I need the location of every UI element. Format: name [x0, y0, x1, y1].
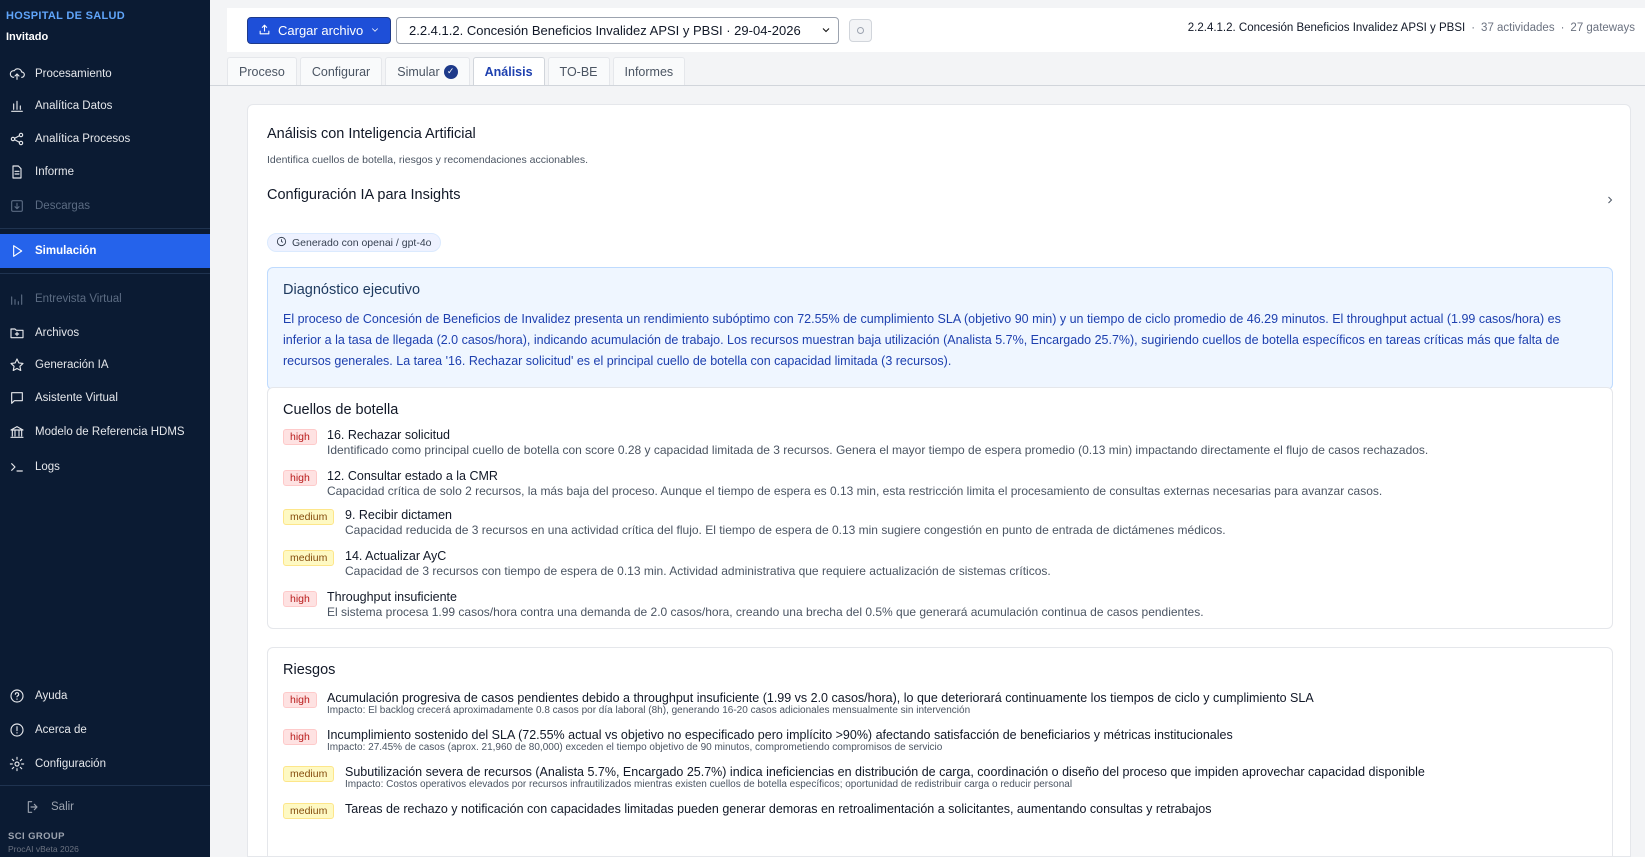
- footer-version: ProcAI vBeta 2026: [8, 844, 79, 854]
- item-title: Subutilización severa de recursos (Analista 5.7%, Encargado 25.7%) indica ineficiencias en distribución de carga, coordinación o diseño del proceso que impiden aprovechar capacidad disponible: [345, 765, 1425, 779]
- brand-name: HOSPITAL DE SALUD: [6, 10, 125, 22]
- item-body: [345, 549, 1051, 578]
- logout-icon: [25, 799, 41, 815]
- sidebar-item-label: Analítica Datos: [35, 100, 113, 112]
- bottlenecks-section: [267, 387, 1613, 629]
- sidebar-item-label: Archivos: [35, 327, 80, 339]
- activities-count: 37 actividades: [1481, 22, 1555, 34]
- sidebar-item-informe[interactable]: [0, 155, 210, 189]
- analysis-panel: [247, 104, 1631, 857]
- tab-label: Informes: [624, 64, 674, 79]
- chat-icon: [9, 390, 25, 406]
- circle-icon: [857, 27, 864, 34]
- item-body: [345, 765, 1425, 790]
- item-description: Capacidad reducida de 3 recursos en una actividad crítica del flujo. El tiempo de espera de 0.13 min sugiere congestión en punto de entrada de dictámenes médicos.: [345, 523, 1226, 537]
- gateways-count: 27 gateways: [1570, 22, 1635, 34]
- item-description: El sistema procesa 1.99 casos/hora contra una demanda de 2.0 casos/hora, creando una brecha del 0.5% que generará acumulación continua de casos pendientes.: [327, 605, 1204, 619]
- severity-badge: high: [283, 429, 317, 445]
- help-icon: [9, 688, 25, 704]
- generated-badge: [267, 233, 441, 252]
- divider: [0, 273, 210, 274]
- severity-badge: high: [283, 729, 317, 745]
- divider: [0, 785, 210, 786]
- item-body: [345, 802, 1211, 816]
- tab-label: Simular: [397, 64, 440, 79]
- download-icon: [9, 198, 25, 214]
- logout-label: Salir: [51, 801, 75, 813]
- sidebar-item-ayuda[interactable]: [0, 679, 210, 713]
- tab-bar: [227, 57, 685, 85]
- process-select-value: 2.2.4.1.2. Concesión Beneficios Invalidez APSI y PBSI · 29-04-2026: [409, 23, 801, 38]
- sidebar-item-label: Generación IA: [35, 359, 109, 371]
- tab-informes[interactable]: [613, 57, 686, 85]
- tab-label: Configurar: [311, 64, 371, 79]
- share-nodes-icon: [9, 131, 25, 147]
- sidebar-item-label: Acerca de: [35, 724, 87, 736]
- sidebar-item-archivos[interactable]: [0, 316, 210, 350]
- process-info: [1188, 22, 1635, 34]
- clock-icon: [276, 236, 287, 250]
- severity-badge: high: [283, 470, 317, 486]
- tab-proceso[interactable]: [227, 57, 297, 85]
- page-subtitle: Identifica cuellos de botella, riesgos y recomendaciones accionables.: [267, 154, 589, 166]
- severity-badge: high: [283, 591, 317, 607]
- tab-label: Análisis: [484, 64, 533, 79]
- upload-label: Cargar archivo: [278, 23, 364, 38]
- risks-section: [267, 647, 1613, 857]
- sidebar-item-acerca-de[interactable]: [0, 713, 210, 747]
- item-impact: Impacto: Costos operativos elevados por recursos infrautilizados mientras existen cuellos de botella específicos; oportunidad de redistribuir carga o reducir personal: [345, 779, 1073, 790]
- sidebar-item-label: Informe: [35, 166, 74, 178]
- item-title: Incumplimiento sostenido del SLA (72.55% actual vs objetivo no especificado pero implícito >90%) afectando satisfacción de beneficiarios y métricas institucionales: [327, 728, 1233, 742]
- play-icon: [9, 243, 25, 259]
- gear-icon: [9, 756, 25, 772]
- bar-chart-icon: [9, 98, 25, 114]
- sidebar-item-label: Configuración: [35, 758, 106, 770]
- diagnosis-title: Diagnóstico ejecutivo: [283, 282, 421, 298]
- process-info-name: 2.2.4.1.2. Concesión Beneficios Invalidez APSI y PBSI: [1187, 22, 1466, 34]
- tab-to-be[interactable]: [548, 57, 610, 85]
- sidebar-item-entrevista-virtual[interactable]: [0, 282, 210, 316]
- sidebar-item-analitica-datos[interactable]: [0, 89, 210, 123]
- executive-diagnosis: [267, 267, 1613, 390]
- process-select[interactable]: [396, 17, 839, 44]
- item-title: Acumulación progresiva de casos pendientes debido a throughput insuficiente (1.99 vs 2.0 casos/hora), lo que deteriorará continuamente los tiempos de ciclo y cumplimiento SLA: [327, 691, 1314, 705]
- item-body: [327, 590, 1204, 619]
- chevron-down-icon: [370, 23, 380, 38]
- bank-icon: [9, 424, 25, 440]
- separator-dot: ·: [1471, 22, 1476, 34]
- sidebar-item-modelo-referencia[interactable]: [0, 415, 210, 449]
- diagnosis-text: El proceso de Concesión de Beneficios de Invalidez presenta un rendimiento subóptimo con 72.55% de cumplimiento SLA (objetivo 90 min) y un tiempo de ciclo promedio de 46.29 minutos. El throughput actual (1.99 casos/hora) es inferior a la tasa de llegada (2.0 casos/hora), indicando acumulación de trabajo. Los recursos muestran baja utilización (Analista 5.7%, Encargado 25.7%), sugiriendo cuellos de botella específicos en tareas críticas más que falta de recursos generales. La tarea '16. Rechazar solicitud' es el principal cuello de botella con capacidad limitada (3 recursos).: [283, 312, 1561, 368]
- sidebar-item-label: Ayuda: [35, 690, 68, 702]
- ai-config-toggle[interactable]: Configuración IA para Insights: [267, 187, 461, 203]
- upload-cloud-icon: [9, 66, 25, 82]
- item-title: 9. Recibir dictamen: [345, 508, 452, 522]
- sidebar-item-label: Simulación: [35, 245, 97, 257]
- upload-icon: [258, 23, 271, 39]
- separator-dot: ·: [1560, 22, 1565, 34]
- page-title: Análisis con Inteligencia Artificial: [267, 126, 476, 142]
- severity-badge: medium: [283, 509, 334, 525]
- item-body: [327, 728, 1233, 753]
- item-title: 12. Consultar estado a la CMR: [327, 469, 498, 483]
- item-description: Identificado como principal cuello de botella con score 0.28 y capacidad limitada de 3 recursos. Genera el mayor tiempo de espera promedio (0.13 min) impactando directamente el flujo de casos rechazados.: [327, 443, 1429, 457]
- interview-icon: [9, 291, 25, 307]
- bottlenecks-title: Cuellos de botella: [283, 402, 399, 418]
- item-title: 16. Rechazar solicitud: [327, 428, 450, 442]
- check-icon: ✓: [444, 65, 458, 79]
- sidebar-item-simulacion[interactable]: [0, 234, 210, 268]
- sidebar-item-label: Entrevista Virtual: [35, 293, 122, 305]
- severity-badge: medium: [283, 766, 334, 782]
- item-title: Throughput insuficiente: [327, 590, 457, 604]
- footer-brand: SCI GROUP: [8, 831, 65, 842]
- sidebar-item-descargas[interactable]: [0, 189, 210, 223]
- item-impact: Impacto: 27.45% de casos (aprox. 21,960 de 80,000) exceden el tiempo objetivo de 90 minutos, comprometiendo compromisos de servicio: [327, 742, 943, 753]
- info-icon: [9, 722, 25, 738]
- severity-badge: high: [283, 692, 317, 708]
- sidebar-item-configuracion[interactable]: [0, 747, 210, 781]
- item-body: [345, 508, 1226, 537]
- top-bar: [227, 8, 1645, 52]
- tab-label: Proceso: [239, 64, 285, 79]
- terminal-icon: [9, 459, 25, 475]
- chevron-right-icon[interactable]: [1604, 193, 1616, 205]
- tab-analisis[interactable]: [473, 57, 545, 85]
- document-icon: [9, 164, 25, 180]
- sidebar-item-label: Analítica Procesos: [35, 133, 131, 145]
- refresh-button[interactable]: [849, 19, 872, 42]
- risks-title: Riesgos: [283, 662, 336, 678]
- sidebar: [0, 0, 210, 857]
- upload-file-button[interactable]: [247, 17, 391, 44]
- item-body: [327, 691, 1314, 716]
- item-body: [327, 469, 1382, 498]
- logout-button[interactable]: [0, 790, 210, 824]
- user-name: Invitado: [6, 31, 49, 43]
- item-title: 14. Actualizar AyC: [345, 549, 447, 563]
- tab-configurar[interactable]: [300, 57, 382, 85]
- sidebar-item-label: Asistente Virtual: [35, 392, 118, 404]
- severity-badge: medium: [283, 550, 334, 566]
- sidebar-item-generacion-ia[interactable]: [0, 348, 210, 382]
- sidebar-item-label: Descargas: [35, 200, 90, 212]
- tab-simular[interactable]: [385, 57, 469, 85]
- tab-label: TO-BE: [559, 64, 598, 79]
- sidebar-item-label: Modelo de Referencia HDMS: [35, 426, 185, 438]
- chevron-down-icon: [820, 24, 832, 36]
- sidebar-item-label: Procesamiento: [35, 68, 112, 80]
- tab-underline: [210, 85, 1645, 86]
- item-impact: Impacto: El backlog crecerá aproximadamente 0.8 casos por día laboral (8h), generando 16-20 casos adicionales mensualmente sin intervención: [327, 705, 971, 716]
- item-description: Capacidad de 3 recursos con tiempo de espera de 0.13 min. Actividad administrativa que requiere actualización de sistemas críticos.: [345, 564, 1051, 578]
- item-title: Tareas de rechazo y notificación con capacidades limitadas pueden generar demoras en retroalimentación a solicitantes, aumentando consultas y retrabajos: [345, 802, 1212, 816]
- divider: [0, 228, 210, 229]
- item-body: [327, 428, 1428, 457]
- sidebar-item-asistente-virtual[interactable]: [0, 381, 210, 415]
- sidebar-item-label: Logs: [35, 461, 60, 473]
- sidebar-item-logs[interactable]: [0, 450, 210, 484]
- item-description: Capacidad crítica de solo 2 recursos, la más baja del proceso. Aunque el tiempo de espera es 0.13 min, esta restricción limita el procesamiento de consultas externas necesarias para avanzar casos.: [327, 484, 1383, 498]
- sidebar-item-analitica-procesos[interactable]: [0, 122, 210, 156]
- folder-plus-icon: [9, 325, 25, 341]
- severity-badge: medium: [283, 803, 334, 819]
- star-icon: [9, 357, 25, 373]
- sidebar-item-procesamiento[interactable]: [0, 57, 210, 91]
- generated-label: Generado con openai / gpt-4o: [292, 236, 432, 249]
